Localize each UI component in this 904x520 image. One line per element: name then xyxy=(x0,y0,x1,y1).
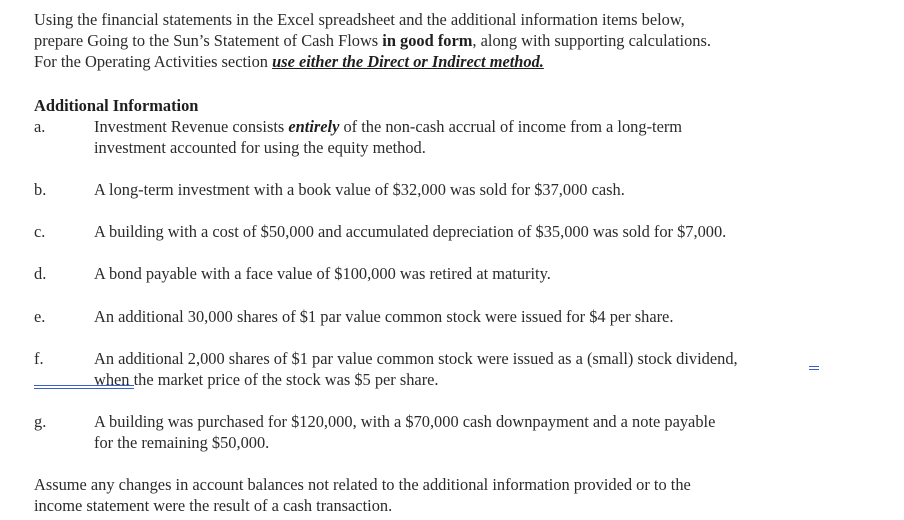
item-a-line-2: investment accounted for using the equity method. xyxy=(94,138,426,157)
method-emphasis: use either the Direct or Indirect method. xyxy=(272,52,544,71)
instructions-line-2-start: prepare Going to the Sun’s Statement of Cash Flows xyxy=(34,31,383,50)
in-good-form-emphasis: in good form xyxy=(382,31,473,50)
additional-information-heading: Additional Information xyxy=(34,96,199,115)
item-text xyxy=(94,116,884,158)
tracked-change-underline xyxy=(34,385,134,386)
item-text: An additional 30,000 shares of $1 par value common stock were issued for $4 per share. xyxy=(94,307,674,326)
item-letter: b. xyxy=(34,180,47,199)
item-letter: c. xyxy=(34,222,46,241)
item-f-line-1: An additional 2,000 shares of $1 par value common stock were issued as a (small) stock dividend, xyxy=(94,349,738,368)
item-g-line-1: A building was purchased for $120,000, with a $70,000 cash downpayment and a note payable xyxy=(94,412,716,431)
instructions-line-2-end: , along with supporting calculations. xyxy=(472,31,711,50)
tracked-change-mark xyxy=(809,369,819,370)
item-letter: d. xyxy=(34,264,47,283)
instructions-line-1: Using the financial statements in the Excel spreadsheet and the additional information items below, xyxy=(34,10,685,29)
item-letter: f. xyxy=(34,349,44,368)
item-letter: e. xyxy=(34,307,46,326)
tracked-change-underline xyxy=(34,388,134,389)
item-a-line-1-start: Investment Revenue consists xyxy=(94,117,289,136)
item-letter: a. xyxy=(34,117,46,136)
item-f-line-2: when the market price of the stock was $5 per share. xyxy=(94,370,439,389)
instructions-line-2 xyxy=(34,30,894,51)
instructions-paragraph xyxy=(34,9,894,72)
closing-paragraph xyxy=(34,474,894,516)
item-text: A bond payable with a face value of $100,000 was retired at maturity. xyxy=(94,264,551,283)
item-text: A long-term investment with a book value of $32,000 was sold for $37,000 cash. xyxy=(94,180,625,199)
item-text xyxy=(94,411,884,453)
instructions-line-3-start: For the Operating Activities section xyxy=(34,52,273,71)
closing-line-2: income statement were the result of a cash transaction. xyxy=(34,496,393,515)
instructions-line-3 xyxy=(34,51,894,72)
entirely-emphasis: entirely xyxy=(288,117,340,136)
item-text: A building with a cost of $50,000 and accumulated depreciation of $35,000 was sold for $7,000. xyxy=(94,222,727,241)
item-g-line-2: for the remaining $50,000. xyxy=(94,433,270,452)
tracked-change-mark xyxy=(809,366,819,367)
closing-line-1: Assume any changes in account balances not related to the additional information provided or to the xyxy=(34,475,691,494)
item-letter: g. xyxy=(34,412,47,431)
item-a-line-1 xyxy=(94,116,884,137)
item-a-line-1-end: of the non-cash accrual of income from a long-term xyxy=(339,117,683,136)
item-text xyxy=(94,348,884,390)
